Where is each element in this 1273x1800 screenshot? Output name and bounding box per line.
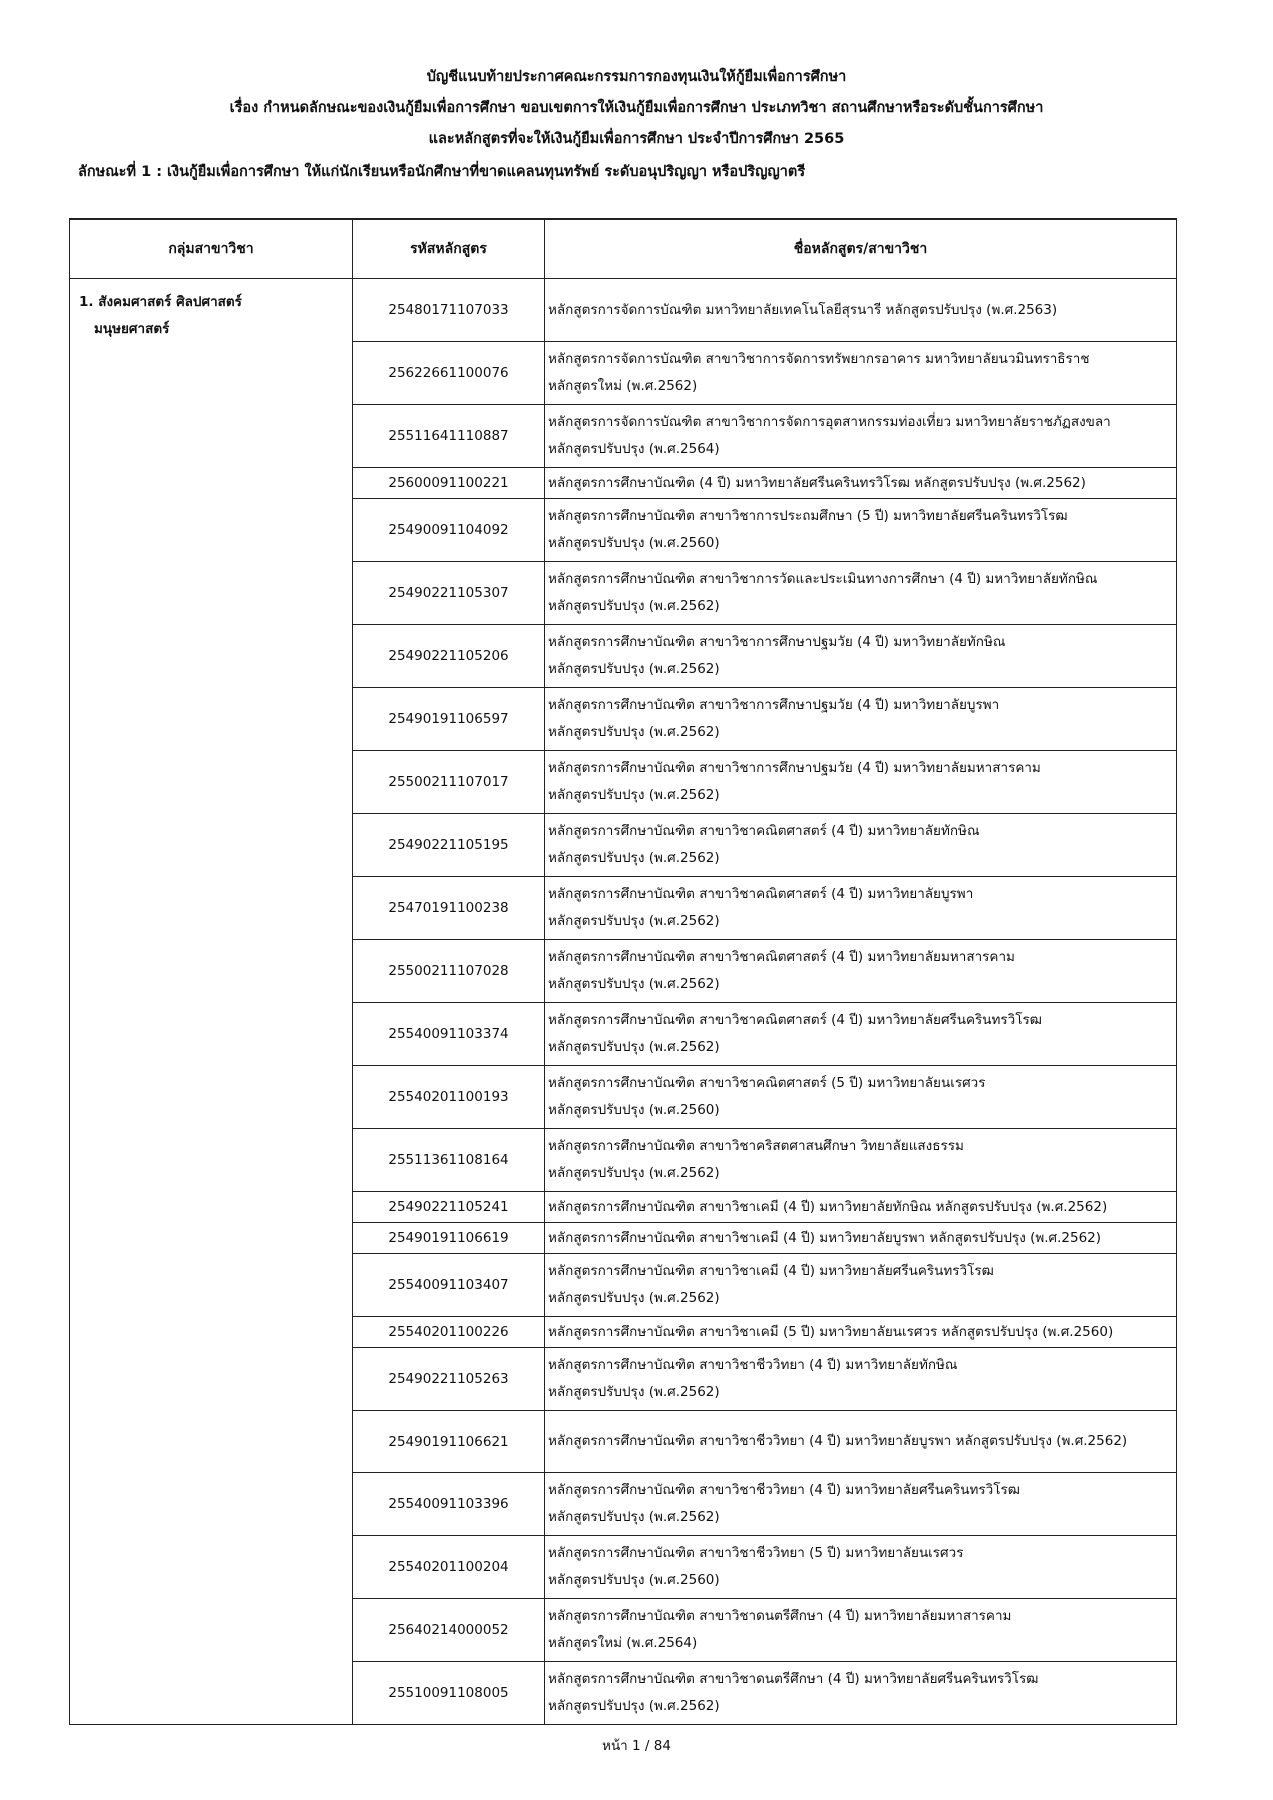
column-header-group: กลุ่มสาขาวิชา bbox=[70, 219, 353, 279]
curriculum-name bbox=[545, 1003, 1177, 1066]
curriculum-name bbox=[545, 1223, 1177, 1254]
curriculum-code: 25510091108005 bbox=[353, 1662, 545, 1725]
curriculum-code: 25540091103374 bbox=[353, 1003, 545, 1066]
header-title: บัญชีแนบท้ายประกาศคณะกรรมการกองทุนเงินให้กู้ยืมเพื่อการศึกษา bbox=[426, 69, 847, 85]
curriculum-name-line: หลักสูตรปรับปรุง (พ.ศ.2560) bbox=[548, 535, 720, 551]
curriculum-name-line: หลักสูตรการจัดการบัณฑิต สาขาวิชาการจัดการอุตสาหกรรมท่องเที่ยว มหาวิทยาลัยราชภัฏสงขลา bbox=[548, 414, 1111, 430]
curriculum-name bbox=[545, 1348, 1177, 1411]
curriculum-name bbox=[545, 625, 1177, 688]
curriculum-name bbox=[545, 1411, 1177, 1473]
curriculum-name-line: หลักสูตรการศึกษาบัณฑิต สาขาวิชาการประถมศึกษา (5 ปี) มหาวิทยาลัยศรีนครินทรวิโรฒ bbox=[548, 508, 1068, 524]
curriculum-name bbox=[545, 562, 1177, 625]
curriculum-name bbox=[545, 1536, 1177, 1599]
document-header bbox=[0, 62, 1273, 155]
curriculum-name bbox=[545, 1662, 1177, 1725]
curriculum-name bbox=[545, 499, 1177, 562]
column-header-code: รหัสหลักสูตร bbox=[353, 219, 545, 279]
header-subject: เรื่อง กำหนดลักษณะของเงินกู้ยืมเพื่อการศึกษา ขอบเขตการให้เงินกู้ยืมเพื่อการศึกษา ประเภทวิชา สถานศึกษาหรือระดับชั้นการศึกษา bbox=[229, 100, 1044, 116]
curriculum-name-line: หลักสูตรการศึกษาบัณฑิต สาขาวิชาคณิตศาสตร์ (4 ปี) มหาวิทยาลัยบูรพา bbox=[548, 886, 974, 902]
curriculum-code: 25490221105241 bbox=[353, 1192, 545, 1223]
curriculum-table bbox=[69, 218, 1177, 1725]
curriculum-name bbox=[545, 1473, 1177, 1536]
curriculum-name-line: หลักสูตรการศึกษาบัณฑิต สาขาวิชาดนตรีศึกษา (4 ปี) มหาวิทยาลัยศรีนครินทรวิโรฒ bbox=[548, 1671, 1039, 1687]
curriculum-code: 25490091104092 bbox=[353, 499, 545, 562]
curriculum-code: 25511361108164 bbox=[353, 1129, 545, 1192]
curriculum-name bbox=[545, 1066, 1177, 1129]
curriculum-code: 25490191106621 bbox=[353, 1411, 545, 1473]
curriculum-name-line: หลักสูตรการศึกษาบัณฑิต สาขาวิชาเคมี (4 ปี) มหาวิทยาลัยทักษิณ หลักสูตรปรับปรุง (พ.ศ.2562) bbox=[548, 1198, 1108, 1215]
curriculum-name bbox=[545, 1192, 1177, 1223]
curriculum-name-line: หลักสูตรปรับปรุง (พ.ศ.2560) bbox=[548, 1102, 720, 1118]
curriculum-name-line: หลักสูตรปรับปรุง (พ.ศ.2562) bbox=[548, 598, 720, 614]
curriculum-name-line: หลักสูตรปรับปรุง (พ.ศ.2562) bbox=[548, 1698, 720, 1714]
curriculum-code: 25540201100204 bbox=[353, 1536, 545, 1599]
curriculum-name-line: หลักสูตรการจัดการบัณฑิต มหาวิทยาลัยเทคโนโลยีสุรนารี หลักสูตรปรับปรุง (พ.ศ.2563) bbox=[548, 301, 1058, 318]
curriculum-name-line: หลักสูตรปรับปรุง (พ.ศ.2564) bbox=[548, 441, 720, 457]
curriculum-code: 25490221105206 bbox=[353, 625, 545, 688]
curriculum-code: 25640214000052 bbox=[353, 1599, 545, 1662]
table-header-row bbox=[70, 219, 1177, 279]
group-label-line1: 1. สังคมศาสตร์ ศิลปศาสตร์ bbox=[79, 294, 242, 310]
curriculum-name bbox=[545, 468, 1177, 499]
curriculum-name-line: หลักสูตรปรับปรุง (พ.ศ.2560) bbox=[548, 1572, 720, 1588]
curriculum-name-line: หลักสูตรปรับปรุง (พ.ศ.2562) bbox=[548, 1290, 720, 1306]
curriculum-name-line: หลักสูตรการศึกษาบัณฑิต สาขาวิชาดนตรีศึกษา (4 ปี) มหาวิทยาลัยมหาสารคาม bbox=[548, 1608, 1012, 1624]
curriculum-name-line: หลักสูตรใหม่ (พ.ศ.2562) bbox=[548, 378, 698, 394]
curriculum-name-line: หลักสูตรการศึกษาบัณฑิต สาขาวิชาการวัดและประเมินทางการศึกษา (4 ปี) มหาวิทยาลัยทักษิณ bbox=[548, 571, 1098, 587]
curriculum-name-line: หลักสูตรการศึกษาบัณฑิต สาขาวิชาชีววิทยา (4 ปี) มหาวิทยาลัยทักษิณ bbox=[548, 1357, 958, 1373]
column-header-name: ชื่อหลักสูตร/สาขาวิชา bbox=[545, 219, 1177, 279]
curriculum-code: 25490221105195 bbox=[353, 814, 545, 877]
curriculum-code: 25600091100221 bbox=[353, 468, 545, 499]
curriculum-name-line: หลักสูตรการศึกษาบัณฑิต สาขาวิชาเคมี (4 ปี) มหาวิทยาลัยศรีนครินทรวิโรฒ bbox=[548, 1263, 994, 1279]
curriculum-name-line: หลักสูตรการศึกษาบัณฑิต สาขาวิชาเคมี (4 ปี) มหาวิทยาลัยบูรพา หลักสูตรปรับปรุง (พ.ศ.2562) bbox=[548, 1229, 1102, 1246]
curriculum-name-line: หลักสูตรใหม่ (พ.ศ.2564) bbox=[548, 1635, 698, 1651]
curriculum-name-line: หลักสูตรการศึกษาบัณฑิต สาขาวิชาชีววิทยา (4 ปี) มหาวิทยาลัยศรีนครินทรวิโรฒ bbox=[548, 1482, 1020, 1498]
curriculum-code: 25490191106597 bbox=[353, 688, 545, 751]
curriculum-name-line: หลักสูตรปรับปรุง (พ.ศ.2562) bbox=[548, 1165, 720, 1181]
curriculum-name-line: หลักสูตรการศึกษาบัณฑิต สาขาวิชาคณิตศาสตร์ (4 ปี) มหาวิทยาลัยทักษิณ bbox=[548, 823, 980, 839]
curriculum-code: 25540091103407 bbox=[353, 1254, 545, 1317]
curriculum-code: 25622661100076 bbox=[353, 342, 545, 405]
header-year: และหลักสูตรที่จะให้เงินกู้ยืมเพื่อการศึกษา ประจำปีการศึกษา 2565 bbox=[428, 131, 845, 147]
curriculum-name bbox=[545, 751, 1177, 814]
curriculum-name bbox=[545, 342, 1177, 405]
curriculum-name-line: หลักสูตรการศึกษาบัณฑิต สาขาวิชาคณิตศาสตร์ (5 ปี) มหาวิทยาลัยนเรศวร bbox=[548, 1075, 986, 1091]
curriculum-name-line: หลักสูตรปรับปรุง (พ.ศ.2562) bbox=[548, 913, 720, 929]
curriculum-name-line: หลักสูตรการศึกษาบัณฑิต สาขาวิชาการศึกษาปฐมวัย (4 ปี) มหาวิทยาลัยมหาสารคาม bbox=[548, 760, 1041, 776]
curriculum-name bbox=[545, 814, 1177, 877]
curriculum-code: 25490221105307 bbox=[353, 562, 545, 625]
curriculum-name-line: หลักสูตรการศึกษาบัณฑิต (4 ปี) มหาวิทยาลัยศรีนครินทรวิโรฒ หลักสูตรปรับปรุง (พ.ศ.2562) bbox=[548, 474, 1086, 491]
curriculum-code: 25500211107017 bbox=[353, 751, 545, 814]
curriculum-name-line: หลักสูตรปรับปรุง (พ.ศ.2562) bbox=[548, 661, 720, 677]
curriculum-name-line: หลักสูตรปรับปรุง (พ.ศ.2562) bbox=[548, 787, 720, 803]
curriculum-name-line: หลักสูตรการศึกษาบัณฑิต สาขาวิชาชีววิทยา (4 ปี) มหาวิทยาลัยบูรพา หลักสูตรปรับปรุง (พ.ศ.2562) bbox=[548, 1433, 1128, 1449]
curriculum-name bbox=[545, 405, 1177, 468]
curriculum-name bbox=[545, 940, 1177, 1003]
page-number: หน้า 1 / 84 bbox=[602, 1738, 671, 1754]
curriculum-name-line: หลักสูตรปรับปรุง (พ.ศ.2562) bbox=[548, 1039, 720, 1055]
curriculum-name-line: หลักสูตรการศึกษาบัณฑิต สาขาวิชาคณิตศาสตร์ (4 ปี) มหาวิทยาลัยมหาสารคาม bbox=[548, 949, 1015, 965]
curriculum-name-line: หลักสูตรการศึกษาบัณฑิต สาขาวิชาเคมี (5 ปี) มหาวิทยาลัยนเรศวร หลักสูตรปรับปรุง (พ.ศ.2560) bbox=[548, 1323, 1114, 1340]
curriculum-name bbox=[545, 1129, 1177, 1192]
curriculum-name bbox=[545, 877, 1177, 940]
group-cell bbox=[70, 279, 353, 1725]
curriculum-code: 25540201100193 bbox=[353, 1066, 545, 1129]
curriculum-name-line: หลักสูตรการศึกษาบัณฑิต สาขาวิชาคณิตศาสตร์ (4 ปี) มหาวิทยาลัยศรีนครินทรวิโรฒ bbox=[548, 1012, 1042, 1028]
curriculum-code: 25500211107028 bbox=[353, 940, 545, 1003]
curriculum-code: 25490191106619 bbox=[353, 1223, 545, 1254]
curriculum-code: 25540201100226 bbox=[353, 1317, 545, 1348]
curriculum-name bbox=[545, 279, 1177, 342]
curriculum-name-line: หลักสูตรปรับปรุง (พ.ศ.2562) bbox=[548, 1384, 720, 1400]
curriculum-code: 25480171107033 bbox=[353, 279, 545, 342]
table-row bbox=[70, 279, 1177, 342]
curriculum-name-line: หลักสูตรปรับปรุง (พ.ศ.2562) bbox=[548, 1509, 720, 1525]
curriculum-name bbox=[545, 1254, 1177, 1317]
curriculum-code: 25490221105263 bbox=[353, 1348, 545, 1411]
curriculum-code: 25540091103396 bbox=[353, 1473, 545, 1536]
curriculum-code: 25470191100238 bbox=[353, 877, 545, 940]
group-label-line2: มนุษยศาสตร์ bbox=[94, 321, 170, 337]
curriculum-name bbox=[545, 1599, 1177, 1662]
curriculum-name-line: หลักสูตรการศึกษาบัณฑิต สาขาวิชาการศึกษาปฐมวัย (4 ปี) มหาวิทยาลัยบูรพา bbox=[548, 697, 1000, 713]
curriculum-name-line: หลักสูตรการศึกษาบัณฑิต สาขาวิชาชีววิทยา (5 ปี) มหาวิทยาลัยนเรศวร bbox=[548, 1545, 964, 1561]
curriculum-name-line: หลักสูตรปรับปรุง (พ.ศ.2562) bbox=[548, 850, 720, 866]
curriculum-name bbox=[545, 1317, 1177, 1348]
curriculum-name-line: หลักสูตรการจัดการบัณฑิต สาขาวิชาการจัดการทรัพยากรอาคาร มหาวิทยาลัยนวมินทราธิราช bbox=[548, 351, 1090, 367]
curriculum-name-line: หลักสูตรปรับปรุง (พ.ศ.2562) bbox=[548, 976, 720, 992]
curriculum-name-line: หลักสูตรการศึกษาบัณฑิต สาขาวิชาการศึกษาปฐมวัย (4 ปี) มหาวิทยาลัยทักษิณ bbox=[548, 634, 1006, 650]
loan-type-subtitle: ลักษณะที่ 1 : เงินกู้ยืมเพื่อการศึกษา ให้แก่นักเรียนหรือนักศึกษาที่ขาดแคลนทุนทรัพย์ ระดับอนุปริญญา หรือปริญญาตรี bbox=[78, 164, 806, 180]
curriculum-name bbox=[545, 688, 1177, 751]
curriculum-name-line: หลักสูตรการศึกษาบัณฑิต สาขาวิชาคริสตศาสนศึกษา วิทยาลัยแสงธรรม bbox=[548, 1138, 964, 1154]
curriculum-code: 25511641110887 bbox=[353, 405, 545, 468]
curriculum-name-line: หลักสูตรปรับปรุง (พ.ศ.2562) bbox=[548, 724, 720, 740]
